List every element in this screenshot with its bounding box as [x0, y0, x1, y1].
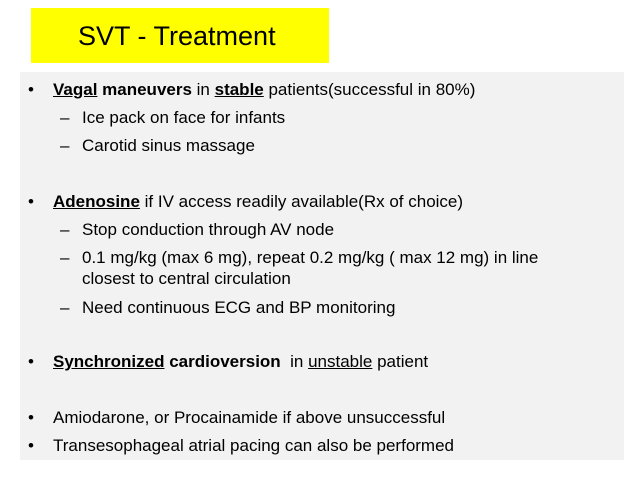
dash-marker: –	[60, 108, 70, 127]
cardioversion-term: cardioversion	[164, 352, 281, 371]
dash-marker: –	[60, 248, 70, 267]
bullet-marker: •	[28, 408, 34, 427]
text-fragment: patients(successful in 80%)	[263, 80, 476, 99]
dash-marker: –	[60, 136, 70, 155]
stable-term: stable	[214, 80, 264, 99]
adenosine-term: Adenosine	[53, 192, 140, 211]
bullet-amiodarone: Amiodarone, or Procainamide if above unsuccessful	[53, 408, 446, 427]
sub-dosing-line2: closest to central circulation	[82, 269, 291, 288]
sub-ice-pack: Ice pack on face for infants	[82, 108, 286, 127]
text-fragment: in	[280, 352, 309, 371]
dash-marker: –	[60, 298, 70, 317]
vagal-term: Vagal	[53, 80, 98, 99]
bullet-vagal	[53, 79, 475, 100]
bullet-marker: •	[28, 436, 34, 455]
bullet-marker: •	[28, 352, 34, 371]
sub-carotid: Carotid sinus massage	[82, 136, 255, 155]
bullet-marker: •	[28, 192, 34, 211]
synchronized-term: Synchronized	[53, 352, 165, 371]
bullet-adenosine	[53, 191, 463, 212]
bullet-pacing: Transesophageal atrial pacing can also be performed	[53, 436, 455, 455]
slide-title: SVT - Treatment	[78, 21, 276, 51]
sub-dosing-line1: 0.1 mg/kg (max 6 mg), repeat 0.2 mg/kg ( max 12 mg) in line	[82, 248, 539, 267]
sub-av-node: Stop conduction through AV node	[82, 220, 335, 239]
bullet-marker: •	[28, 80, 34, 99]
text-fragment: if IV access readily available(Rx of choice)	[139, 192, 464, 211]
sub-monitoring: Need continuous ECG and BP monitoring	[82, 298, 396, 317]
dash-marker: –	[60, 220, 70, 239]
text-fragment: patient	[372, 352, 429, 371]
maneuvers-term: maneuvers	[97, 80, 192, 99]
text-fragment: in	[191, 80, 215, 99]
unstable-term: unstable	[308, 352, 373, 371]
bullet-cardioversion	[53, 351, 428, 372]
